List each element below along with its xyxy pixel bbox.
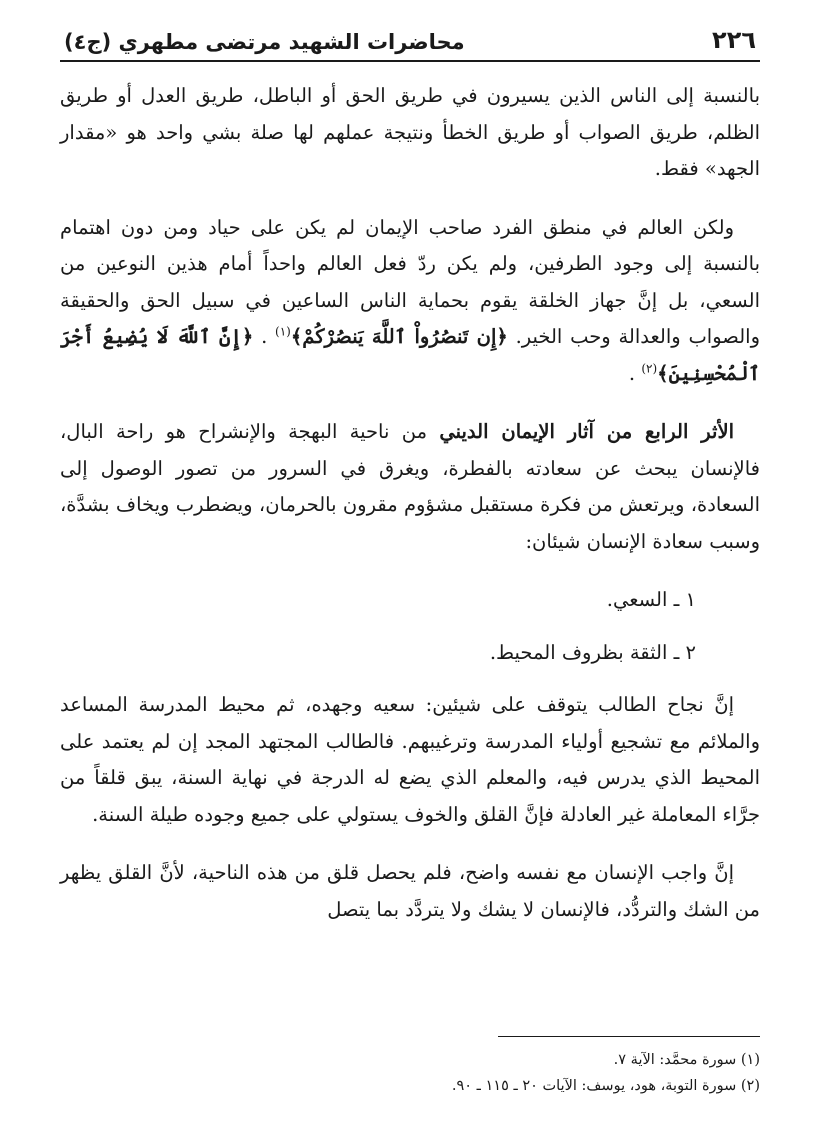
book-title: محاضرات الشهيد مرتضى مطهري (ج٤) xyxy=(64,30,465,54)
quran-verse-1: ﴿إِن تَنصُرُواْ ٱللَّهَ يَنصُرْكُمْ﴾ xyxy=(290,325,508,348)
page-header xyxy=(60,24,760,62)
paragraph-3-text: من ناحية البهجة والإنشراح هو راحة البال، فالإنسان يبحث عن سعادته بالفطرة، ويغرق في السرور من تصور الوصول إلى السعادة، ويرتعش من فكرة مستقبل مشؤوم مقرون بالحرمان، ويضطرب ويخاف بشدَّة، وسبب سعادة الإنسان شيئان: xyxy=(60,420,760,553)
section-heading-inline: الأثر الرابع من آثار الإيمان الديني xyxy=(439,420,734,443)
paragraph-2: ولكن العالم في منطق الفرد صاحب الإيمان لم يكن على حياد ومن دون اهتمام بالنسبة إلى وجود الطرفين، ولم يكن ردّ فعل العالم واحداً أمام هذين النوعين من السعي، بل إنَّ جهاز الخلقة يقوم بحماية الناس الساعين في سبيل الحق والحقيقة والصواب والعدالة وحب الخير. ﴿إِن تَنصُرُواْ ٱللَّهَ يَنصُرْكُمْ﴾$^{(١)}$ . ﴿إِنَّ ٱللَّهَ لَا يُضِيعُ أَجْرَ ٱلْمُحْسِنِينَ﴾$^{(٢)}$ . xyxy=(60,215,760,385)
paragraph-2-text: ولكن العالم في منطق الفرد صاحب الإيمان لم يكن على حياد ومن دون اهتمام بالنسبة إلى وجود الطرفين، ولم يكن ردّ فعل العالم واحداً أمام هذين النوعين من السعي، بل إنَّ جهاز الخلقة يقوم بحماية الناس الساعين في سبيل الحق والحقيقة والصواب والعدالة وحب الخير. xyxy=(60,215,760,348)
list-item: ١ ـ السعي. xyxy=(606,588,696,611)
page xyxy=(60,24,760,1124)
footnote-2: (٢) سورة التوبة، هود، يوسف: الآيات ٢٠ ـ ١١٥ ـ ٩٠. xyxy=(451,1078,760,1094)
page-body xyxy=(60,78,760,928)
footnote-ref-1: (١) xyxy=(275,324,291,339)
paragraph-1: بالنسبة إلى الناس الذين يسيرون في طريق الحق أو الباطل، طريق العدل أو طريق الظلم، طريق الصواب أو طريق الخطأ ونتيجة عملهم لها صلة بشي واحد هو «مقدار الجهد» فقط. xyxy=(60,84,760,180)
footnote-ref-2: (٢) xyxy=(641,361,658,375)
footnotes xyxy=(60,1036,760,1099)
paragraph-5: إنَّ واجب الإنسان مع نفسه واضح، فلم يحصل قلق من هذه الناحية، لأنَّ القلق يظهر من الشك والتردُّد، فالإنسان لا يشك ولا يتردَّد بما يتصل xyxy=(60,861,760,921)
page-number: ٢٢٦ xyxy=(712,26,756,54)
paragraph-3 xyxy=(60,414,760,560)
quran-verse-2: ﴿إِنَّ ٱللَّهَ لَا يُضِيعُ أَجْرَ ٱلْمُحْسِنِينَ﴾ xyxy=(60,325,760,385)
footnote-1: (١) سورة محمَّد: الآية ٧. xyxy=(613,1052,760,1068)
paragraph-4: إنَّ نجاح الطالب يتوقف على شيئين: سعيه وجهده، ثم محيط المدرسة المساعد والملائم مع تشجيع أولياء المدرسة وترغيبهم. فالطالب المجتهد المجد إن لم يعتمد على المحيط الذي يدرس فيه، والمعلم الذي يضع له الدرجة في نهاية السنة، يبق قلقاً من جرَّاء المعاملة غير العادلة فإنَّ القلق والخوف يستولي على جميع وجوده طيلة السنة. xyxy=(60,693,760,826)
list-item: ٢ ـ الثقة بظروف المحيط. xyxy=(489,640,696,664)
footnote-divider xyxy=(498,1036,760,1037)
